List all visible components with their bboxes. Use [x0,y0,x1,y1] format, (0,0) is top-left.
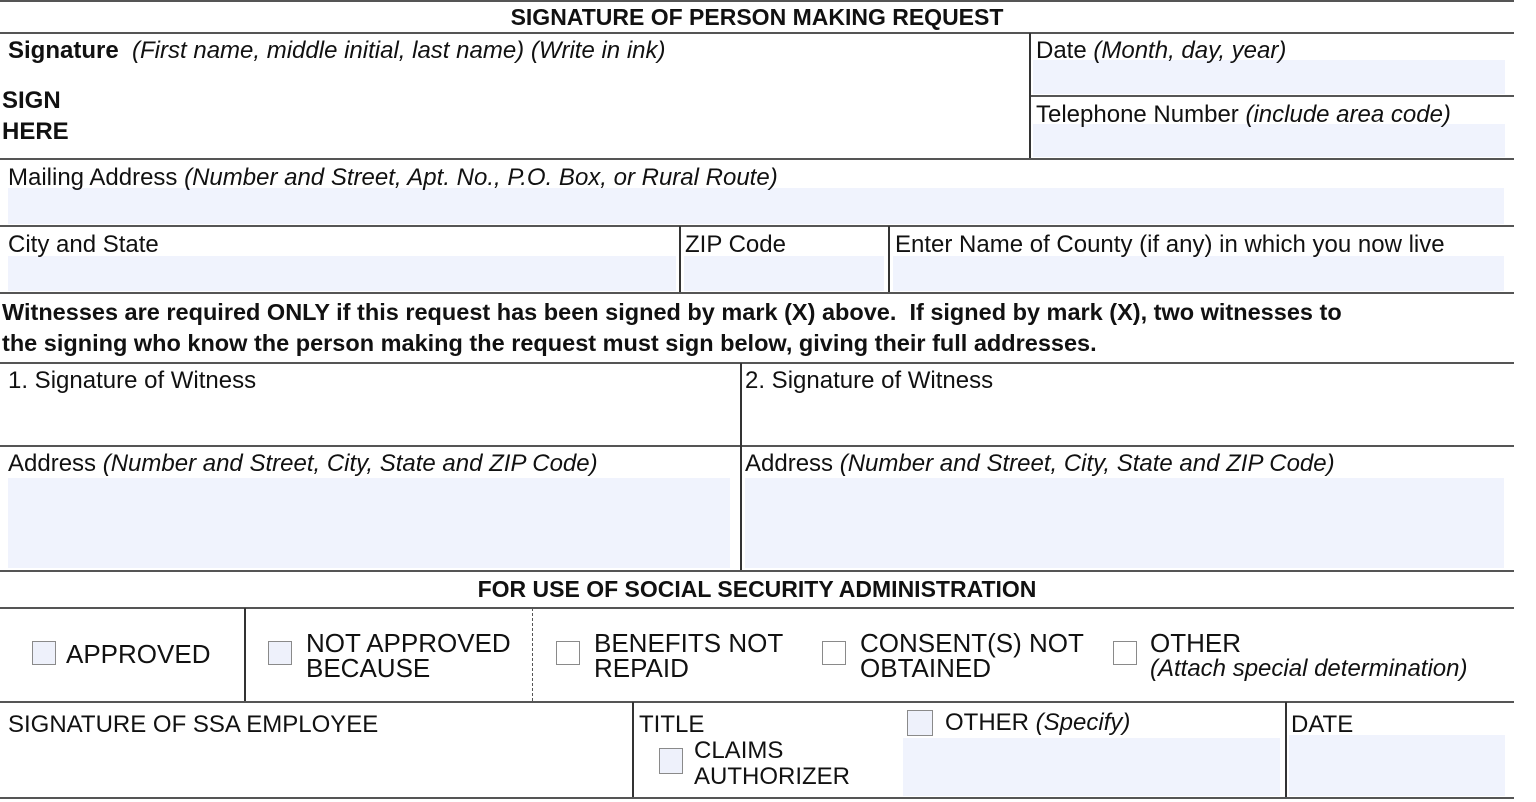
mailing-address-label-text: Mailing Address [8,164,178,191]
witness2-address-label [745,450,1335,478]
consents-not-obtained-line2: OBTAINED [860,653,991,683]
claims-authorizer-line2: AUTHORIZER [694,763,850,790]
witness2-signature-label: 2. Signature of Witness [745,367,994,394]
date-hint: (Month, day, year) [1093,37,1287,64]
ssa-section-title: FOR USE OF SOCIAL SECURITY ADMINISTRATION [477,576,1037,602]
witness1-signature-label: 1. Signature of Witness [8,367,257,394]
consents-not-obtained-line1: CONSENT(S) NOT [860,628,1084,658]
signature-hint: (First name, middle initial, last name) (Write in ink) [132,37,666,64]
date-input[interactable] [1033,60,1505,94]
witness2-address-hint: (Number and Street, City, State and ZIP Code) [839,450,1335,477]
witness2-address-input[interactable] [745,478,1504,568]
divider-approved [244,608,246,701]
witness1-address-input[interactable] [8,478,730,568]
divider-signature-date [1029,33,1031,158]
date-label [1036,37,1286,65]
ssa-employee-signature-label: SIGNATURE OF SSA EMPLOYEE [8,711,379,738]
not-approved-checkbox[interactable] [268,641,292,665]
rule-bottom [0,797,1514,799]
other-specify-checkbox[interactable] [907,710,933,736]
witness1-address-label-text: Address [8,450,97,477]
other-determination-line2: (Attach special determination) [1150,655,1468,682]
other-determination-checkbox[interactable] [1113,641,1137,665]
mailing-address-label [8,164,778,192]
consents-not-obtained-checkbox[interactable] [822,641,846,665]
divider-city-zip [679,226,681,292]
rule-date-bottom [1030,95,1514,97]
benefits-not-repaid-line1: BENEFITS NOT [594,628,784,658]
rule-witness-sig-bottom [0,445,1514,447]
not-approved-label-line1: NOT APPROVED [306,628,511,658]
other-specify-input[interactable] [903,738,1280,796]
witness1-address-hint: (Number and Street, City, State and ZIP Code) [102,450,598,477]
rule-top [0,0,1514,2]
zip-label: ZIP Code [685,231,786,258]
rule-mailing-bottom [0,225,1514,227]
claims-authorizer-line1: CLAIMS [694,737,784,764]
other-specify-label-text: OTHER [945,709,1029,736]
county-input[interactable] [893,256,1504,291]
not-approved-label-line2: BECAUSE [306,653,431,683]
telephone-label [1036,101,1451,129]
city-state-label: City and State [8,231,159,258]
rule-city-bottom [0,292,1514,294]
rule-witness-addr-bottom [0,570,1514,572]
county-label: Enter Name of County (if any) in which you now live [895,231,1445,258]
divider-other-date [1285,702,1287,797]
witness-notice-line2: the signing who know the person making the request must sign below, giving their full addresses. [2,330,1097,356]
title-label: TITLE [639,711,705,738]
telephone-hint: (include area code) [1245,101,1451,128]
witness2-address-label-text: Address [745,450,834,477]
ssa-date-input[interactable] [1289,735,1505,796]
page-title: SIGNATURE OF PERSON MAKING REQUEST [510,4,1004,30]
claims-authorizer-checkbox[interactable] [659,748,683,774]
benefits-not-repaid-checkbox[interactable] [556,641,580,665]
mailing-address-hint: (Number and Street, Apt. No., P.O. Box, or Rural Route) [184,164,778,191]
other-determination-line1: OTHER [1150,628,1241,658]
signature-label-text: Signature [8,37,119,64]
sign-here-line1: SIGN [2,87,61,114]
divider-zip-county [888,226,890,292]
approved-checkbox[interactable] [32,641,56,665]
city-state-input[interactable] [8,256,676,291]
signature-label [8,37,666,65]
date-label-text: Date [1036,37,1087,64]
rule-ssa-title-bottom [0,607,1514,609]
ssa-date-label: DATE [1291,711,1354,738]
witness-notice-line1: Witnesses are required ONLY if this request has been signed by mark (X) above. If signed by mark (X), two witnesses to [2,299,1342,325]
witness1-address-label [8,450,598,478]
telephone-label-text: Telephone Number [1036,101,1239,128]
benefits-not-repaid-line2: REPAID [594,653,689,683]
zip-input[interactable] [684,256,884,291]
sign-here-line2: HERE [2,118,69,145]
mailing-address-input[interactable] [8,188,1504,224]
approved-label: APPROVED [66,639,211,669]
rule-signature-bottom [0,158,1514,160]
other-specify-hint: (Specify) [1035,709,1131,736]
other-specify-label [945,709,1130,737]
divider-sig-title [632,702,634,797]
divider-dashed [532,608,533,701]
